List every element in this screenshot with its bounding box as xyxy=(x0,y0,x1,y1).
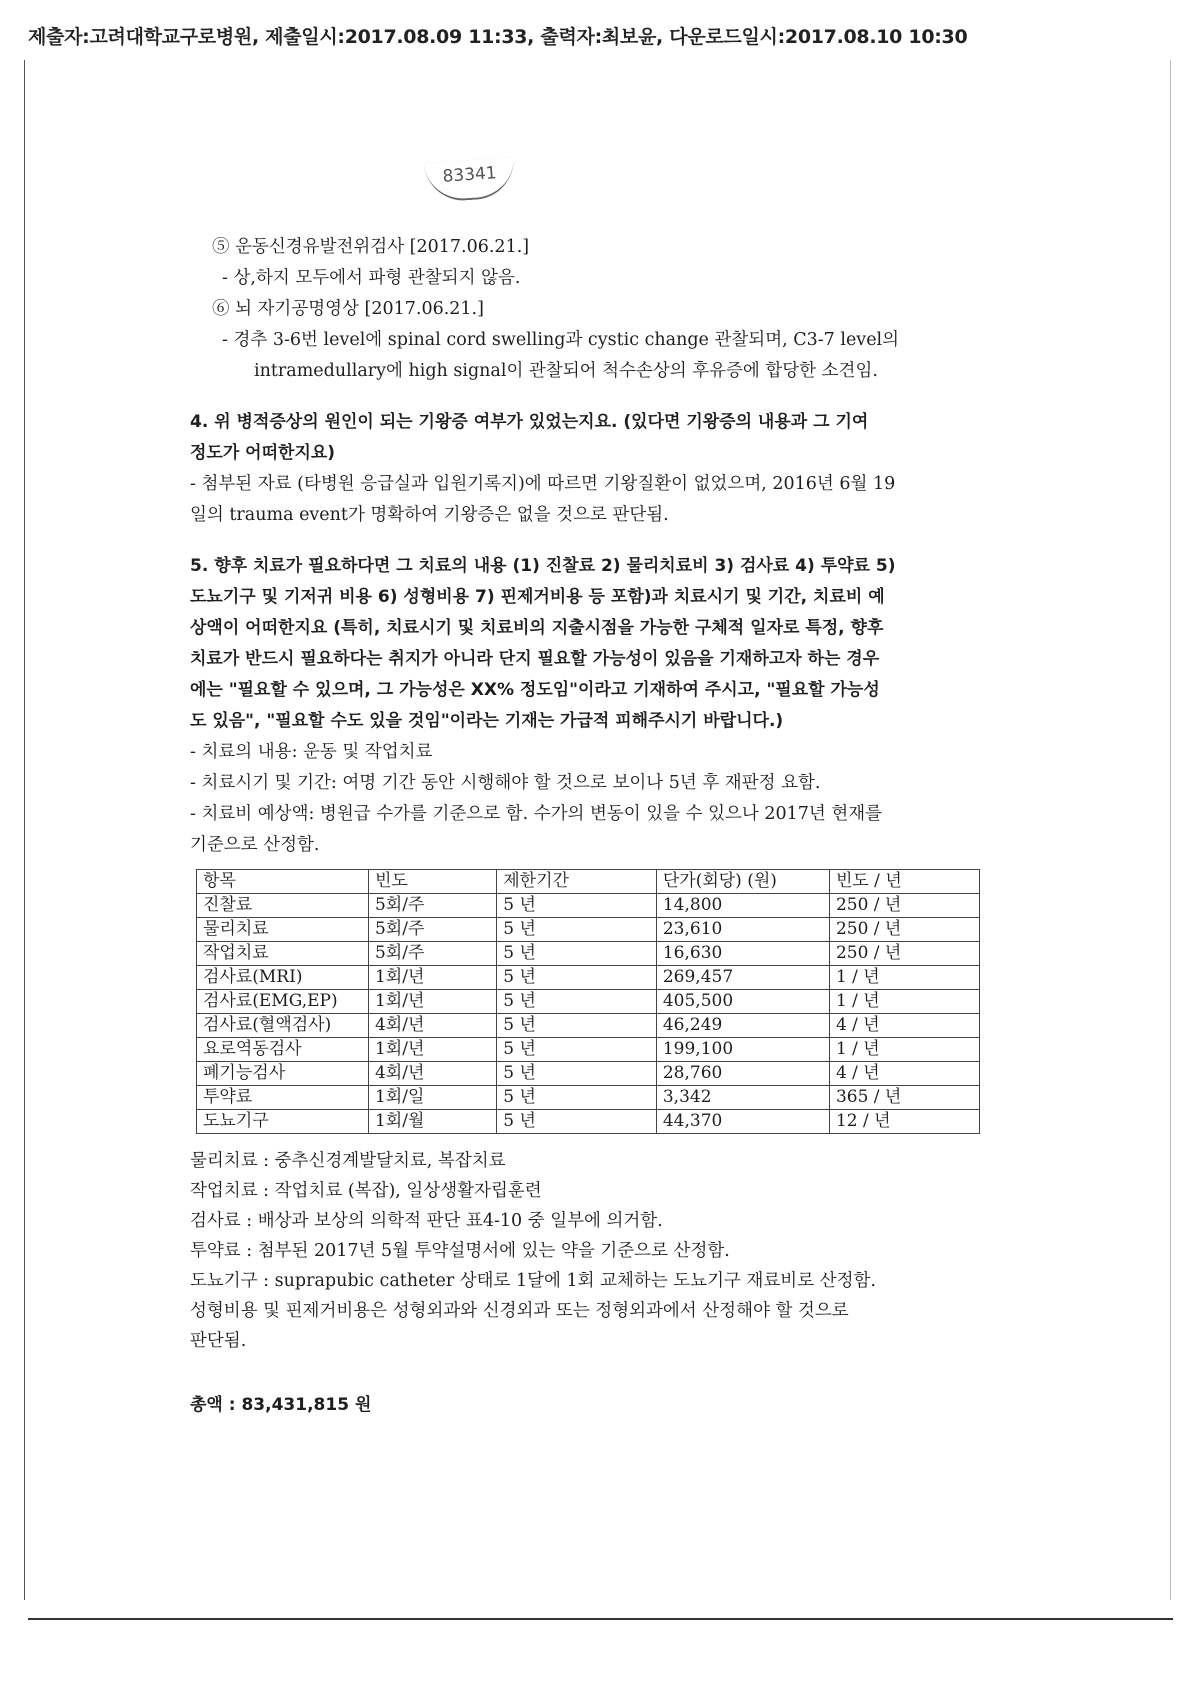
cost-notes xyxy=(190,1146,1010,1356)
document-body xyxy=(190,232,1010,1421)
table-cell: 3,342 xyxy=(656,1086,829,1110)
question-text: 도 있음", "필요할 수도 있을 것임"이라는 기재는 가급적 피해주시기 바랍니다.) xyxy=(190,711,784,731)
note-line: 작업치료 : 작업치료 (복잡), 일상생활자립훈련 xyxy=(190,1181,542,1201)
answer-text: - 치료비 예상액: 병원급 수가를 기준으로 함. 수가의 변동이 있을 수 있으나 2017년 현재를 xyxy=(190,804,883,824)
table-cell: 투약료 xyxy=(197,1086,369,1110)
table-cell: 5 년 xyxy=(497,1038,657,1062)
note-line: 물리치료 : 중추신경계발달치료, 복잡치료 xyxy=(190,1151,506,1171)
question-text: 4. 위 병적증상의 원인이 되는 기왕증 여부가 있었는지요. (있다면 기왕증의 내용과 그 기여 xyxy=(190,412,869,432)
table-row xyxy=(197,1110,980,1134)
table-header-row xyxy=(197,870,980,894)
treatment-cost-table xyxy=(196,869,980,1134)
question-text: 5. 향후 치료가 필요하다면 그 치료의 내용 (1) 진찰료 2) 물리치료비 3) 검사료 4) 투약료 5) xyxy=(190,556,896,576)
question-5 xyxy=(190,551,1010,861)
table-cell: 검사료(MRI) xyxy=(197,966,369,990)
table-cell: 1회/년 xyxy=(368,990,496,1014)
table-cell: 4 / 년 xyxy=(829,1014,979,1038)
note-line: 판단됨. xyxy=(190,1331,247,1351)
exam-item-title: ⑥ 뇌 자기공명영상 [2017.06.21.] xyxy=(212,299,484,319)
table-cell: 5회/주 xyxy=(368,918,496,942)
table-cell: 1회/년 xyxy=(368,1038,496,1062)
table-cell: 12 / 년 xyxy=(829,1110,979,1134)
table-cell: 검사료(혈액검사) xyxy=(197,1014,369,1038)
table-cell: 1 / 년 xyxy=(829,1038,979,1062)
table-cell: 16,630 xyxy=(656,942,829,966)
table-cell: 1 / 년 xyxy=(829,990,979,1014)
table-cell: 5 년 xyxy=(497,1014,657,1038)
table-header-cell: 빈도 xyxy=(368,870,496,894)
table-cell: 46,249 xyxy=(656,1014,829,1038)
table-cell: 365 / 년 xyxy=(829,1086,979,1110)
table-row xyxy=(197,894,980,918)
table-cell: 405,500 xyxy=(656,990,829,1014)
note-line: 성형비용 및 핀제거비용은 성형외과와 신경외과 또는 정형외과에서 산정해야 할 것으로 xyxy=(190,1301,849,1321)
table-cell: 5 년 xyxy=(497,1086,657,1110)
table-cell: 5 년 xyxy=(497,1110,657,1134)
document-header: 제출자:고려대학교구로병원, 제출일시:2017.08.09 11:33, 출력자:최보윤, 다운로드일시:2017.08.10 10:30 xyxy=(28,26,968,48)
table-cell: 검사료(EMG,EP) xyxy=(197,990,369,1014)
table-cell: 5 년 xyxy=(497,894,657,918)
table-header-cell: 단가(회당) (원) xyxy=(656,870,829,894)
table-cell: 물리치료 xyxy=(197,918,369,942)
table-cell: 5 년 xyxy=(497,918,657,942)
table-row xyxy=(197,1038,980,1062)
table-cell: 199,100 xyxy=(656,1038,829,1062)
question-text: 에는 "필요할 수 있으며, 그 가능성은 XX% 정도임"이라고 기재하여 주시고, "필요할 가능성 xyxy=(190,680,880,700)
note-line: 투약료 : 첨부된 2017년 5월 투약설명서에 있는 약을 기준으로 산정함. xyxy=(190,1241,730,1261)
right-border-line xyxy=(1170,60,1171,1600)
table-cell: 4 / 년 xyxy=(829,1062,979,1086)
table-cell: 4회/년 xyxy=(368,1014,496,1038)
bottom-border-line xyxy=(28,1618,1173,1620)
table-cell: 269,457 xyxy=(656,966,829,990)
table-cell: 28,760 xyxy=(656,1062,829,1086)
table-row xyxy=(197,942,980,966)
table-cell: 1 / 년 xyxy=(829,966,979,990)
table-cell: 4회/년 xyxy=(368,1062,496,1086)
table-cell: 5회/주 xyxy=(368,942,496,966)
exam-results xyxy=(190,232,1010,387)
table-cell: 요로역동검사 xyxy=(197,1038,369,1062)
table-cell: 도뇨기구 xyxy=(197,1110,369,1134)
answer-text: 일의 trauma event가 명확하여 기왕증은 없을 것으로 판단됨. xyxy=(190,505,669,525)
question-text: 치료가 반드시 필요하다는 취지가 아니라 단지 필요할 가능성이 있음을 기재하고자 하는 경우 xyxy=(190,649,880,669)
exam-item-detail: intramedullary에 high signal이 관찰되어 척수손상의 후유증에 합당한 소견임. xyxy=(254,361,878,381)
table-cell: 1회/일 xyxy=(368,1086,496,1110)
table-cell: 작업치료 xyxy=(197,942,369,966)
table-cell: 1회/월 xyxy=(368,1110,496,1134)
table-cell: 250 / 년 xyxy=(829,918,979,942)
question-4 xyxy=(190,407,1010,531)
table-cell: 250 / 년 xyxy=(829,942,979,966)
table-row xyxy=(197,1014,980,1038)
table-row xyxy=(197,918,980,942)
question-text: 정도가 어떠한지요) xyxy=(190,443,336,463)
table-row xyxy=(197,990,980,1014)
table-header-cell: 제한기간 xyxy=(497,870,657,894)
total-amount: 총액 : 83,431,815 원 xyxy=(190,1395,372,1415)
note-line: 검사료 : 배상과 보상의 의학적 판단 표4-10 중 일부에 의거함. xyxy=(190,1211,663,1231)
table-cell: 23,610 xyxy=(656,918,829,942)
table-cell: 250 / 년 xyxy=(829,894,979,918)
table-cell: 14,800 xyxy=(656,894,829,918)
table-cell: 5 년 xyxy=(497,942,657,966)
table-header-cell: 빈도 / 년 xyxy=(829,870,979,894)
table-cell: 5회/주 xyxy=(368,894,496,918)
exam-item-title: ⑤ 운동신경유발전위검사 [2017.06.21.] xyxy=(212,237,530,257)
answer-text: - 치료의 내용: 운동 및 작업치료 xyxy=(190,742,433,762)
table-cell: 1회/년 xyxy=(368,966,496,990)
exam-item-detail: - 상,하지 모두에서 파형 관찰되지 않음. xyxy=(222,268,521,288)
answer-text: - 치료시기 및 기간: 여명 기간 동안 시행해야 할 것으로 보이나 5년 후 재판정 요함. xyxy=(190,773,821,793)
table-cell: 폐기능검사 xyxy=(197,1062,369,1086)
table-row xyxy=(197,966,980,990)
exam-item-detail: - 경추 3-6번 level에 spinal cord swelling과 cystic change 관찰되며, C3-7 level의 xyxy=(222,330,900,350)
question-text: 상액이 어떠한지요 (특히, 치료시기 및 치료비의 지출시점을 가능한 구체적 일자로 특정, 향후 xyxy=(190,618,884,638)
answer-text: 기준으로 산정함. xyxy=(190,835,320,855)
table-cell: 진찰료 xyxy=(197,894,369,918)
table-row xyxy=(197,1086,980,1110)
note-line: 도뇨기구 : suprapubic catheter 상태로 1달에 1회 교체하는 도뇨기구 재료비로 산정함. xyxy=(190,1271,876,1291)
table-cell: 5 년 xyxy=(497,966,657,990)
answer-text: - 첨부된 자료 (타병원 응급실과 입원기록지)에 따르면 기왕질환이 없었으며, 2016년 6월 19 xyxy=(190,474,896,494)
page-number-stamp: 83341 xyxy=(424,157,517,203)
table-header-cell: 항목 xyxy=(197,870,369,894)
table-cell: 44,370 xyxy=(656,1110,829,1134)
table-cell: 5 년 xyxy=(497,990,657,1014)
table-row xyxy=(197,1062,980,1086)
left-border-line xyxy=(24,60,25,1600)
question-text: 도뇨기구 및 기저귀 비용 6) 성형비용 7) 핀제거비용 등 포함)과 치료시기 및 기간, 치료비 예 xyxy=(190,587,885,607)
table-cell: 5 년 xyxy=(497,1062,657,1086)
